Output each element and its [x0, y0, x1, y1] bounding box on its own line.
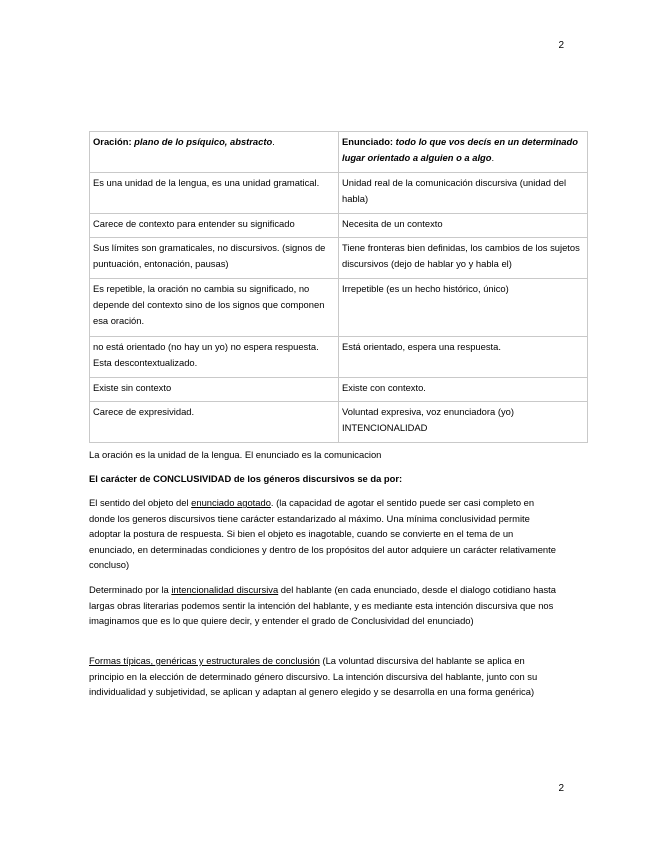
- table-row: [90, 279, 588, 337]
- paragraph-formas-post: (La voluntad discursiva del hablante se aplica en principio en la elección de determinado género discursivo. La intención discursiva del hablante, junto con su individualidad y subjetividad, se aplican y adaptan al genero elegido y se desarrolla en una forma genérica): [89, 655, 538, 697]
- header-desc-oracion: plano de lo psíquico, abstracto: [134, 136, 273, 147]
- table-cell-oracion: Carece de contexto para entender su significado: [90, 214, 339, 238]
- table-row: [90, 238, 588, 279]
- paragraph-sentido: [89, 495, 559, 573]
- section-heading: El carácter de CONCLUSIVIDAD de los géneros discursivos se da por:: [89, 473, 403, 484]
- table-row: [90, 378, 588, 402]
- table-cell-enunciado: Unidad real de la comunicación discursiva (unidad del habla): [339, 173, 588, 214]
- table-row: [90, 402, 588, 443]
- paragraph-intencionalidad-underlined: intencionalidad discursiva: [171, 584, 279, 595]
- table-cell-enunciado: Está orientado, espera una respuesta.: [339, 337, 588, 378]
- table-cell-enunciado: Existe con contexto.: [339, 378, 588, 402]
- table-header-row: [90, 132, 588, 173]
- paragraph-sentido-pre: El sentido del objeto del: [89, 497, 192, 508]
- table-row: [90, 337, 588, 378]
- paragraph-intencionalidad-pre: Determinado por la: [89, 584, 172, 595]
- header-sep-oracion: :: [128, 136, 135, 147]
- paragraph-intencionalidad: [89, 582, 559, 629]
- header-cell-oracion: [90, 132, 339, 173]
- paragraph-formas-underlined: Formas típicas, genéricas y estructurales de conclusión: [89, 655, 320, 666]
- header-end-oracion: .: [272, 136, 275, 147]
- table-cell-enunciado: Tiene fronteras bien definidas, los cambios de los sujetos discursivos (dejo de hablar yo y habla el): [339, 238, 588, 279]
- note-line: La oración es la unidad de la lengua. El enunciado es la comunicacion: [89, 449, 382, 460]
- header-cell-enunciado: [339, 132, 588, 173]
- page-number-bottom: 2: [558, 783, 564, 794]
- page-number-top: 2: [558, 40, 564, 51]
- comparison-table: [89, 131, 588, 443]
- table-cell-oracion: Es repetible, la oración no cambia su significado, no depende del contexto sino de los signos que componen esa oración.: [90, 279, 339, 337]
- table-cell-enunciado: Necesita de un contexto: [339, 214, 588, 238]
- table-row: [90, 173, 588, 214]
- table-cell-enunciado: Irrepetible (es un hecho histórico, único): [339, 279, 588, 337]
- paragraph-intencionalidad-post: del hablante (en cada enunciado, desde el dialogo cotidiano hasta largas obras literarias podemos sentir la intención del hablante, y es mediante esta intención discursiva que nos imaginamos que es lo que quiere decir, y entender el grado de Conclusividad del enunciado): [89, 584, 557, 626]
- table-row: [90, 214, 588, 238]
- paragraph-formas: [89, 653, 559, 700]
- paragraph-sentido-post: . (la capacidad de agotar el sentido puede ser casi completo en donde los generos discursivos tiene carácter estandarizado al máximo. Una mínima conclusividad permite adoptar la postura de respuesta. Si bien el objeto es inagotable, cuando se convierte en el tema de un enunciado, en determinadas condiciones y dentro de los propósitos del autor adquiere un carácter relativamente concluso): [89, 497, 556, 570]
- header-sep-enunciado: :: [389, 136, 396, 147]
- table-cell-oracion: no está orientado (no hay un yo) no espera respuesta. Esta descontextualizado.: [90, 337, 339, 378]
- table-cell-oracion: Carece de expresividad.: [90, 402, 339, 443]
- header-desc-enunciado: todo lo que vos decís en un determinado lugar orientado a alguien o a algo: [342, 136, 578, 163]
- paragraph-sentido-underlined: enunciado agotado: [191, 497, 271, 508]
- table-cell-oracion: Existe sin contexto: [90, 378, 339, 402]
- table-cell-enunciado: Voluntad expresiva, voz enunciadora (yo) INTENCIONALIDAD: [339, 402, 588, 443]
- header-end-enunciado: .: [491, 152, 495, 163]
- table-cell-oracion: Sus límites son gramaticales, no discursivos. (signos de puntuación, entonación, pausas): [90, 238, 339, 279]
- header-label-oracion: Oración: [93, 136, 129, 147]
- header-label-enunciado: Enunciado: [342, 136, 390, 147]
- table-cell-oracion: Es una unidad de la lengua, es una unidad gramatical.: [90, 173, 339, 214]
